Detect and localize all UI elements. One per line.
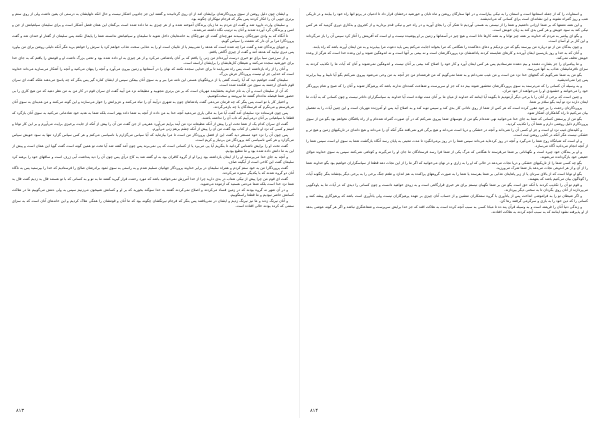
paragraph: و آنچه به جای خدا می‌پرستید او را از ایمان بازداشته بود زیرا او از گروه کافران بود به او گفته شد به کاخ درآی پس چون آن را دید پنداشت آبی ژرف است و ساقهای خود را برهنه کرد سلیمان گفت این کاخی است از آبگینه صاف.	[12, 154, 294, 164]
paragraph: و آنان نیرنگ زدند و ما نیز نیرنگ زدیم و ایشان در نمی‌یافتند پس بنگر که فرجام نیرنگشان چگونه بود که ما آنان و قومشان را همگی هلاک کردیم و این خانه‌های آنان است که به سزای ستمی که کرده بودند خالی افتاده است.	[12, 198, 294, 208]
paragraph: و اختیار کار با تو است پس بنگر که چه فرمان می‌دهی گفت پادشاهان چون به شهری درآیند آن را تباه می‌کنند و عزیزانش را خوار می‌سازند و این گونه می‌کنند و من هدیه‌ای به سوی آنان می‌فرستم و می‌نگرم که فرستادگان با چه بازمی‌گردند.	[12, 99, 294, 109]
paragraph: و آنان که به خدا و روز بازپسین ایمان آوردند و کارهای شایسته کردند پاداششان نزد پروردگارشان است و نه بیمی بر آنها است و نه اندوهگین شوند و این وعده خدا است که هرگز از وعده خویش تخلف نمی‌کند.	[306, 50, 588, 60]
paragraph: و قوم تو آن را تکذیب کردند با آنکه حق است بگو من بر شما نگهبان نیستم برای هر خبری قرارگاهی است و به زودی خواهید دانست و چون کسانی را دیدی که در آیات ما به یاوه‌گویی می‌پردازند از آنان روی بگردان تا به سخنی دیگر بپردازند.	[306, 182, 588, 192]
paragraph: تا آنگاه که به وادی مورچگان رسیدند مورچه‌ای گفت ای مورچگان به خانه‌هایتان داخل شوید تا سلیمان و سپاهیانش ندانسته شما را پایمال نکنند پس سلیمان از گفتار او خندان شد و گفت پروردگارا مرا بر آن دار که نعمتت را سپاس گویم.	[12, 33, 294, 44]
paragraph: و چنین است که برخی از آنان را با برخی دیگر آزمودیم تا بگویند آیا اینانند که خداوند از میان ما بر آنان منت نهاده است آیا خداوند به سپاسگزاران داناتر نیست و چون کسانی که به آیات ما ایمان دارند نزد تو آیند بگو سلام بر شما.	[306, 94, 588, 104]
paragraph: پروردگارتان رحمت را بر خود مقرر کرده است که هر کس از شما از روی نادانی کار بدی کند و سپس توبه کند و به اصلاح آید پس او آمرزنده مهربان است و این چنین آیات را به تفصیل بیان می‌کنیم تا راه گناهکاران آشکار شود.	[306, 105, 588, 115]
paragraph: بگو من از پرستش کسانی که شما به جای خدا می‌خوانید نهی شده‌ام بگو من از هوسهای شما پیروی نمی‌کنم که در آن صورت گمراه شده‌ام و از راه یافتگان نخواهم بود بگو من از سوی پروردگارم دلیل روشنی دارم و شما آن را تکذیب کردید.	[306, 116, 588, 126]
paragraph: و سلیمان وارث داوود شد و گفت ای مردم به ما زبان پرندگان آموخته شده و از هر چیزی به ما داده شده است بی‌گمان این همان فضل آشکار است و برای سلیمان سپاهیانش از جن و انس و پرندگان گرد آورده شدند و آنان به ترتیب نگاه داشته می‌شدند.	[12, 22, 294, 33]
paragraph: پس چون آن را نزد خود مستقر دید گفت این از فضل پروردگار من است تا مرا بیازماید که آیا سپاس می‌گزارم یا ناسپاسی می‌کنم و هر کس سپاس گزارد تنها به سود خویش سپاس می‌گزارد و هر کس ناسپاسی کند پروردگار من بی‌نیاز و کریم است.	[12, 132, 294, 142]
paragraph: و از سرزمین سبا برای تو خبری درست آورده‌ام من زنی را یافتم که بر آنان پادشاهی می‌کرد و از هر چیزی به او داده شده بود و تختی بزرگ داشت او و قومش را یافتم که به جای خدا برای خورشید سجده می‌کنند و شیطان کارهایشان را برایشان آراسته است.	[12, 55, 294, 65]
left-page-text	[12, 12, 294, 392]
paragraph: و کلیدهای غیب نزد او است و جز او کسی آن را نمی‌داند و آنچه در خشکی و دریا است می‌داند و هیچ برگی فرو نمی‌افتد مگر آنکه آن را می‌داند و هیچ دانه‌ای در تاریکیهای زمین و هیچ تر و خشکی نیست مگر آنکه در کتابی روشن ثبت است.	[306, 127, 588, 137]
paragraph: و چون بندگان من از تو درباره من بپرسند بگو که من نزدیکم و دعای دعاکننده را هنگامی که مرا بخواند اجابت می‌کنم پس باید دعوت مرا بپذیرند و به من ایمان آورند باشد که راه یابند.	[312, 44, 582, 49]
page-gutter	[299, 8, 300, 418]
right-page-text	[306, 12, 588, 392]
paragraph: و جویای پرندگان شد و گفت مرا چه شده است که هدهد را نمی‌بینم یا از غایبان است او را به عذابی سخت عذاب خواهم کرد یا سرش را خواهم برید مگر آنکه دلیلی روشن برای من بیاورد پس دیری نپایید که هدهد آمد و گفت از چیزی آگاهی یافتم.	[12, 44, 294, 54]
paragraph: و اگر شیطان تو را به فراموشی انداخت پس از یادآوری با گروه ستمکاران منشین و از حساب آنان چیزی بر عهده پرهیزگاران نیست ولی یادآوری است باشد که پرهیزگاری پیشه کنند و کسانی را که دین خود را به بازی و سرگرمی گرفتند رها کن.	[306, 193, 588, 203]
paragraph: گفت ای قوم من چرا پیش از نیکی شتاب در بدی دارید چرا از خدا آمرزش نمی‌خواهید باشد که مورد رحمت قرار گیرید گفتند ما به تو و به کسانی که با تو هستند فال بد زدیم گفت فال بد شما نزد خدا است بلکه شما مردمی هستید که آزموده می‌شوید.	[12, 176, 294, 186]
paragraph: گفت پروردگارا من به خود ستم کردم و همراه سلیمان در برابر خداوند پروردگار جهانیان تسلیم شدم و به راستی به سوی ثمود برادرشان صالح را فرستادیم که خدا را بپرستید پس به ناگاه آنان دو گروه شدند که با یکدیگر ستیزه می‌کردند.	[12, 165, 294, 175]
paragraph: بگو او توانا است که از بالای سرتان یا از زیر پاهایتان عذابی بر شما بفرستد یا شما را به صورت گروههای پراکنده به هم اندازد و طعم جنگ برخی را به برخی دیگر بچشاند بنگر چگونه آیات را گوناگون بیان می‌کنیم باشد که بفهمند.	[306, 171, 588, 181]
right-page	[306, 12, 588, 416]
paragraph: و او است که شبانگاه روح شما را می‌گیرد و آنچه در روز کرده‌اید می‌داند سپس شما را در روز برمی‌انگیزد تا مدت معینی به پایان رسد آنگاه بازگشت شما به سوی او است سپس شما را از آنچه انجام می‌دادید آگاه می‌سازد.	[306, 138, 588, 148]
paragraph: و اسماوات را که از جمله آسمانها است و آسمان را به نیکی بیاراست و در آنها ستارگان روشن و ماه تابان و خورشید درخشان قرار داد تا آدمیان در پرتو آنها راه خود را بیابند و در تاریکی شب و روز گمراه نشوند و این نشانه‌ای است برای کسانی که می‌اندیشند.	[306, 12, 588, 22]
paragraph: گفت تخت او را برایش ناشناس گردانید تا بنگریم آیا پی می‌برد یا از کسانی است که پی نمی‌برند پس چون آمد گفته شد آیا تخت تو همین گونه است گفت گویا این همان است و پیش از این به ما دانش داده شده بود و ما مطیع بودیم.	[12, 143, 294, 153]
paragraph: بگو من به شما نمی‌گویم که گنجهای خدا نزد من است و من غیب نمی‌دانم و به شما نمی‌گویم که من فرشته‌ام من جز آنچه به من وحی می‌شود پیروی نمی‌کنم بگو آیا نابینا و بینا برابرند پس چرا نمی‌اندیشید.	[306, 72, 588, 82]
paragraph: بگو چه کسی شما را از تاریکیهای خشکی و دریا نجات می‌دهد در حالی که او را به زاری و در نهان می‌خوانید که اگر ما را از این نجات دهد قطعا از سپاسگزاران خواهیم بود بگو خداوند شما را از آن و از هر اندوهی نجات می‌دهد باز شما شرک می‌ورزید.	[306, 160, 588, 170]
paragraph: و در آن شهر نه گروه بودند که در زمین فساد می‌کردند و اصلاح نمی‌کردند گفتند به خدا سوگند بخورید که بر او و کسانش شبیخون می‌زنیم سپس به ولی دمش می‌گوییم ما در هلاکت کسانش حاضر نبودیم و ما قطعا راستگوییم.	[12, 187, 294, 197]
left-page-number: ۸۱۳	[16, 408, 25, 414]
paragraph: و ما پیامبران را جز بشارت دهنده و بیم دهنده نفرستادیم پس هر کس ایمان آورد و کار خود را اصلاح کند بیمی بر آنان نیست و اندوهگین نمی‌شوند و آنان که آیات ما را تکذیب کردند به سزای نافرمانیشان عذاب به آنها می‌رسد.	[306, 61, 588, 71]
paragraph: و ایشان چون دلیل روشن از سوی پروردگارشان برایشان آمد از آن روی گردانیدند و گفتند این جز جادویی آشکار نیست و حال آنکه دلهایشان به درستی آن یقین داشت ولی از روی ستم و برتری جویی آن را انکار کردند پس بنگر که فرجام تبهکاران چگونه بود.	[12, 12, 294, 22]
left-page	[12, 12, 294, 416]
paragraph: سلیمان گفت خواهیم دید که آیا راست گفتی یا از دروغگویان هستی این نامه مرا ببر و به سوی آنان بیفکن سپس از ایشان کناره گیر پس بنگر که چه پاسخ می‌دهند ملکه گفت ای سران قوم نامه‌ای ارجمند به سوی من افکنده شده است.	[12, 77, 294, 87]
paragraph: و بگو ای پیامبر به مردم که خداوند بر همه چیز توانا و به همه کارها دانا است و هیچ چیز در آسمانها و زمین بر او پوشیده نیست و او است که آفرینش را آغاز کرد سپس آن را باز می‌گرداند و این کار بر او آسان است.	[306, 33, 588, 44]
paragraph: و او بر بندگان خود چیره است و نگهبانانی بر شما می‌فرستد تا هنگامی که مرگ یکی از شما فرا رسد فرستادگان ما جان او را می‌گیرند و کوتاهی نمی‌کنند سپس به سوی خداوند مولای حقیقی خود بازگردانده می‌شوند.	[306, 149, 588, 159]
paragraph: گفت ای سران کدام یک از شما تخت او را پیش از آنکه مطیعانه نزد من آیند برایم می‌آورد عفریتی از جن گفت من آن را پیش از آنکه از جایت برخیزی برایت می‌آورم و بر این کار توانا و امینم و کسی که نزد او دانشی از کتاب بود گفت من آن را پیش از آنکه چشم برهم زنی می‌آورم.	[12, 121, 294, 131]
paragraph: و به وسیله آن کسانی را که می‌ترسند به سوی پروردگارشان محشور شوند بیم ده که جز او سرپرست و شفاعت کننده‌ای ندارند باشد که پرهیزگار شوند و آنان را که صبح و شام پروردگار خود را می‌خوانند و خشنودی او را می‌خواهند از خود مران.	[306, 83, 588, 93]
paragraph: و آنان را از راه بازداشته است پس راه نمی‌یابند تا برای خدایی سجده نکنند که نهان را در آسمانها و زمین بیرون می‌آورد و آنچه را پنهان می‌کنید و آنچه را آشکار می‌سازید می‌داند خداوند است که خدایی جز او نیست پروردگار عرش بزرگ.	[12, 66, 294, 76]
paragraph: و زندگی دنیا آنان را فریفته است و به وسیله قرآن پند ده تا مبادا کسی به سبب آنچه کرده است به هلاکت افتد که جز خدا برایش سرپرست و شفاعتگری نباشد و اگر هر گونه عوضی بدهد از او پذیرفته نشود اینانند که به سبب آنچه کردند به هلاکت افتادند.	[306, 204, 588, 214]
paragraph: پس چون فرستاده نزد سلیمان آمد گفت آیا مرا به مالی یاری می‌دهید آنچه خدا به من داده از آنچه به شما داده بهتر است بلکه شما به هدیه خود شادمانی می‌کنید به سوی آنان بازگرد که قطعا با سپاهیانی بر آنان درمی‌آییم که تاب آن را نداشته باشند.	[12, 110, 294, 120]
right-page-number: ۸۱۴	[310, 408, 319, 414]
paragraph: که آن از سلیمان است و آن به نام خداوند بخشاینده مهربان است که بر من برتری مجویید و مطیعانه نزد من آیید گفت ای سران قوم در کار من به من نظر دهید که من هیچ کاری را بی حضور شما فیصله نداده‌ام گفتند ما نیرومند و سخت‌کوشیم.	[12, 88, 294, 98]
paragraph: و این همه نعمتها که بر شما ارزانی داشتیم و شما را از نیستی به هستی آوردیم تا شکر آن را بجای آورید و در راه خیر و نیکی قدم بردارید و از کجروی و بدکاری دوری گزینید که هر کس نیکی کند به سود خویش و هر کس بدی کند به زیان خویش است.	[306, 22, 588, 33]
